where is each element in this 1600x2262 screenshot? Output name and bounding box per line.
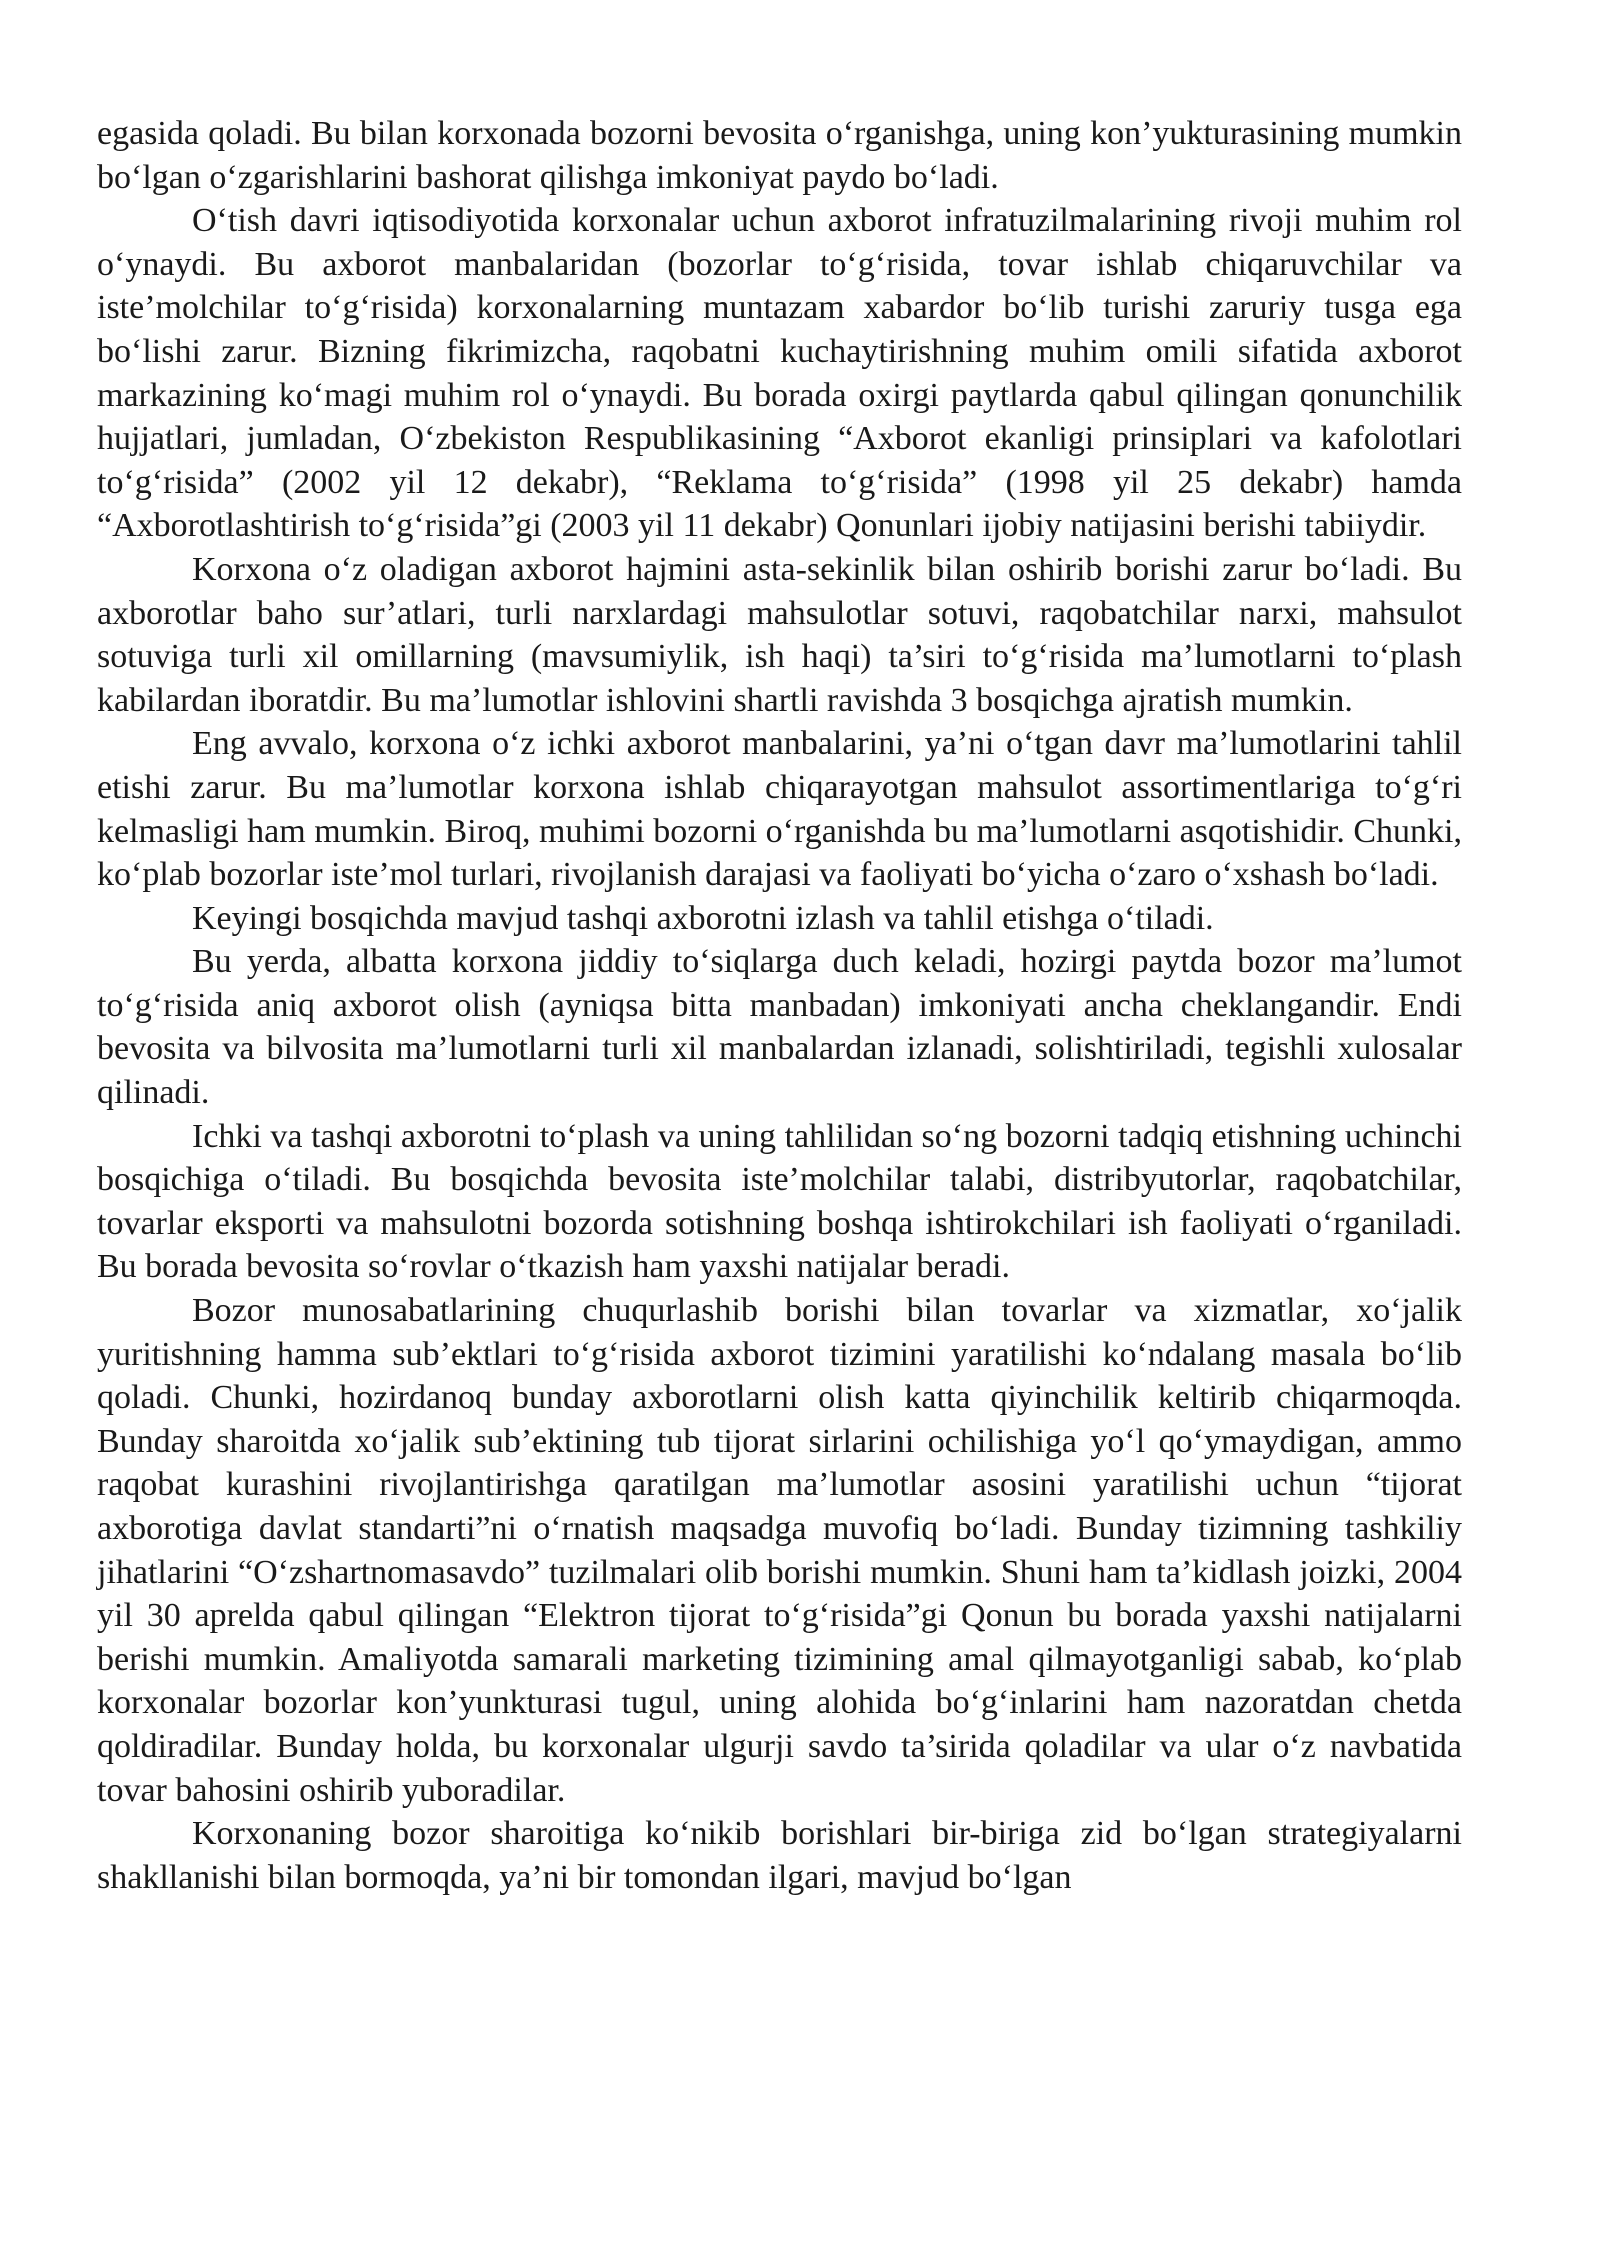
paragraph: Keyingi bosqichda mavjud tashqi axborotni izlash va tahlil etishga o‘tiladi. [192,899,1214,937]
paragraph: Korxonaning bozor sharoitiga ko‘nikib borishlari bir-biriga zid bo‘lgan strategiyalarni shakllanishi bilan bormoqda, ya’ni bir tomondan ilgari, mavjud bo‘lgan [97,1815,1462,1896]
paragraph: Korxona o‘z oladigan axborot hajmini asta-sekinlik bilan oshirib borishi zarur bo‘ladi. Bu axborotlar baho sur’atlari, turli narxlardagi mahsulotlar sotuvi, raqobatchilar narxi, mahsulot sotuviga turli xil omillarning (mavsumiylik, ish haqi) ta’siri to‘g‘risida ma’lumotlarni to‘plash kabilardan iboratdir. Bu ma’lumotlar ishlovini shartli ravishda 3 bosqichga ajratish mumkin. [97,550,1462,719]
document-page [97,112,1462,1899]
paragraph: egasida qoladi. Bu bilan korxonada bozorni bevosita o‘rganishga, uning kon’yukturasining mumkin bo‘lgan o‘zgarishlarini bashorat qilishga imkoniyat paydo bo‘ladi. [97,115,1462,196]
paragraph: Bozor munosabatlarining chuqurlashib borishi bilan tovarlar va xizmatlar, xo‘jalik yuritishning hamma sub’ektlari to‘g‘risida axborot tizimini yaratilishi ko‘ndalang masala bo‘lib qoladi. Chunki, hozirdanoq bunday axborotlarni olish katta qiyinchilik keltirib chiqarmoqda. Bunday sharoitda xo‘jalik sub’ektining tub tijorat sirlarini ochilishiga yo‘l qo‘ymaydigan, ammo raqobat kurashini rivojlantirishga qaratilgan ma’lumotlar asosini yaratilishi uchun “tijorat axborotiga davlat standarti”ni o‘rnatish maqsadga muvofiq bo‘ladi. Bunday tizimning tashkiliy jihatlarini “O‘zshartnomasavdo” tuzilmalari olib borishi mumkin. Shuni ham ta’kidlash joizki, 2004 yil 30 aprelda qabul qilingan “Elektron tijorat to‘g‘risida”gi Qonun bu borada yaxshi natijalarni berishi mumkin. Amaliyotda samarali marketing tizimining amal qilmayotganligi sabab, ko‘plab korxonalar bozorlar kon’yunkturasi tugul, uning alohida bo‘g‘inlarini ham nazoratdan chetda qoldiradilar. Bunday holda, bu korxonalar ulgurji savdo ta’sirida qoladilar va ular o‘z navbatida tovar bahosini oshirib yuboradilar. [97,1292,1462,1809]
paragraph: O‘tish davri iqtisodiyotida korxonalar uchun axborot infratuzilmalarining rivoji muhim rol o‘ynaydi. Bu axborot manbalaridan (bozorlar to‘g‘risida, tovar ishlab chiqaruvchilar va iste’molchilar to‘g‘risida) korxonalarning muntazam xabardor bo‘lib turishi zaruriy tusga ega bo‘lishi zarur. Bizning fikrimizcha, raqobatni kuchaytirishning muhim omili sifatida axborot markazining ko‘magi muhim rol o‘ynaydi. Bu borada oxirgi paytlarda qabul qilingan qonunchilik hujjatlari, jumladan, O‘zbekiston Respublikasining “Axborot ekanligi prinsiplari va kafolotlari to‘g‘risida” (2002 yil 12 dekabr), “Reklama to‘g‘risida” (1998 yil 25 dekabr) hamda “Axborotlashtirish to‘g‘risida”gi (2003 yil 11 dekabr) Qonunlari ijobiy natijasini berishi tabiiydir. [97,202,1462,545]
paragraph: Eng avvalo, korxona o‘z ichki axborot manbalarini, ya’ni o‘tgan davr ma’lumotlarini tahlil etishi zarur. Bu ma’lumotlar korxona ishlab chiqarayotgan mahsulot assortimentlariga to‘g‘ri kelmasligi ham mumkin. Biroq, muhimi bozorni o‘rganishda bu ma’lumotlarni asqotishidir. Chunki, ko‘plab bozorlar iste’mol turlari, rivojlanish darajasi va faoliyati bo‘yicha o‘zaro o‘xshash bo‘ladi. [97,725,1462,894]
paragraph: Bu yerda, albatta korxona jiddiy to‘siqlarga duch keladi, hozirgi paytda bozor ma’lumot to‘g‘risida aniq axborot olish (ayniqsa bitta manbadan) imkoniyati ancha cheklangandir. Endi bevosita va bilvosita ma’lumotlarni turli xil manbalardan izlanadi, solishtiriladi, tegishli xulosalar qilinadi. [97,943,1462,1112]
paragraph: Ichki va tashqi axborotni to‘plash va uning tahlilidan so‘ng bozorni tadqiq etishning uchinchi bosqichiga o‘tiladi. Bu bosqichda bevosita iste’molchilar talabi, distribyutorlar, raqobatchilar, tovarlar eksporti va mahsulotni bozorda sotishning boshqa ishtirokchilari ish faoliyati o‘rganiladi. Bu borada bevosita so‘rovlar o‘tkazish ham yaxshi natijalar beradi. [97,1117,1462,1286]
